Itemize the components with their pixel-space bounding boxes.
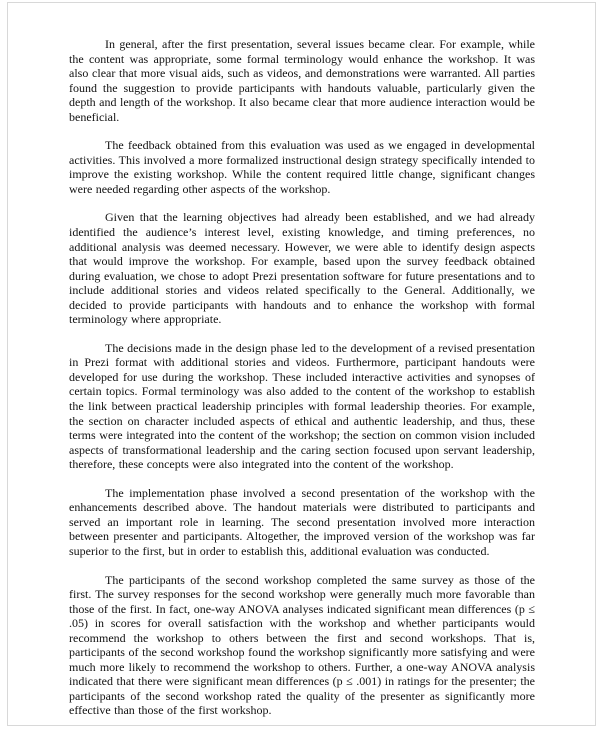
- paragraph-feedback-developmental-activities: The feedback obtained from this evaluation was used as we engaged in developmental activities. This involved a more formalized instructional design strategy specifically intended to improve the existing workshop. While the content required little change, significant changes were needed regarding other aspects of the workshop.: [69, 138, 535, 196]
- paragraph-implementation-phase: The implementation phase involved a second presentation of the workshop with the enhancements described above. The handout materials were distributed to participants and served an important role in learning. The second presentation involved more interaction between presenter and participants. Altogether, the improved version of the workshop was far superior to the first, but in order to establish this, additional evaluation was conducted.: [69, 485, 535, 558]
- paragraph-design-phase-revised-presentation: The decisions made in the design phase led to the development of a revised presentation in Prezi format with additional stories and videos. Furthermore, participant handouts were developed for use during the workshop. These included interactive activities and synopses of certain topics. Formal terminology was also added to the content of the workshop to establish the link between practical leadership principles with formal leadership theories. For example, the section on character included aspects of ethical and authentic leadership, and thus, these terms were integrated into the content of the workshop; the section on common vision included aspects of transformational leadership and the caring section focused upon servant leadership, therefore, these concepts were also integrated into the content of the workshop.: [69, 340, 535, 472]
- paragraph-first-presentation-issues: In general, after the first presentation, several issues became clear. For example, while the content was appropriate, some formal terminology would enhance the workshop. It was also clear that more visual aids, such as videos, and demonstrations were warranted. All parties found the suggestion to provide participants with handouts valuable, particularly given the depth and length of the workshop. It also became clear that more audience interaction would be beneficial.: [69, 37, 535, 124]
- paragraph-learning-objectives-design-aspects: Given that the learning objectives had already been established, and we had already identified the audience’s interest level, existing knowledge, and timing preferences, no additional analysis was deemed necessary. However, we were able to identify design aspects that would improve the workshop. For example, based upon the survey feedback obtained during evaluation, we chose to adopt Prezi presentation software for future presentations and to include additional stories and videos related specifically to the General. Additionally, we decided to provide participants with handouts and to enhance the workshop with formal terminology where appropriate.: [69, 210, 535, 327]
- document-text-block: [69, 37, 535, 718]
- document-page: [7, 2, 596, 726]
- paragraph-second-workshop-survey-results: The participants of the second workshop completed the same survey as those of the first. The survey responses for the second workshop were generally much more favorable than those of the first. In fact, one-way ANOVA analyses indicated significant mean differences (p ≤ .05) in scores for overall satisfaction with the workshop and whether participants would recommend the workshop to others between the first and second workshops. That is, participants of the second workshop found the workshop significantly more satisfying and were much more likely to recommend the workshop to others. Further, a one-way ANOVA analysis indicated that there were significant mean differences (p ≤ .001) in ratings for the presenter; the participants of the second workshop rated the quality of the presenter as significantly more effective than those of the first workshop.: [69, 572, 535, 718]
